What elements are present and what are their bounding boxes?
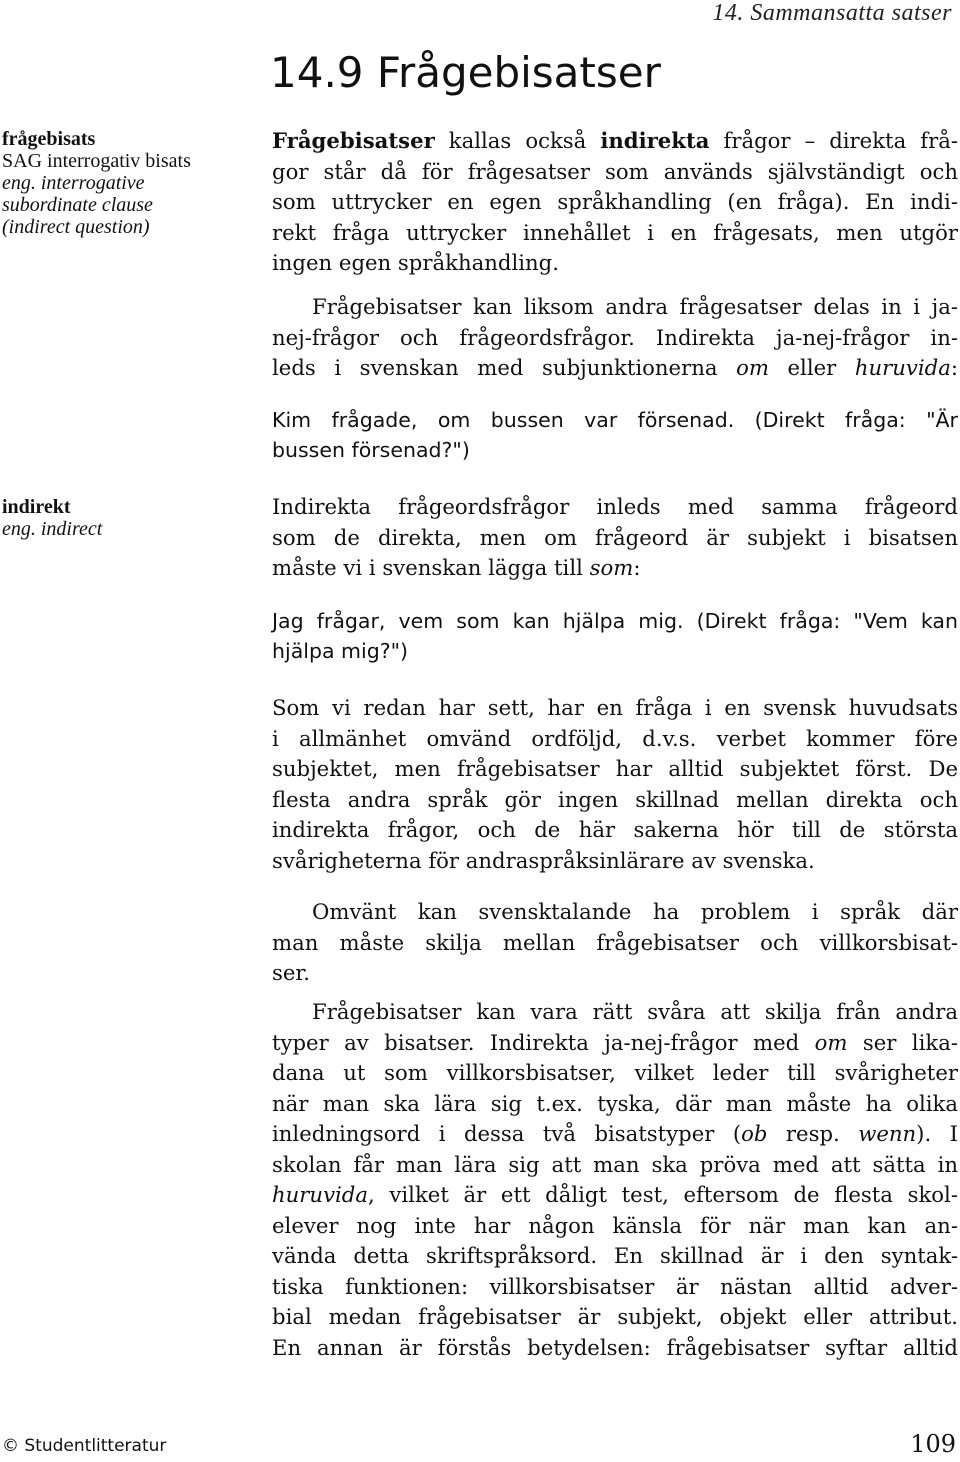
text-line: bial medan frågebisatser är subjekt, objekt eller attribut. (272, 1304, 958, 1329)
text-line: typer av bisatser. Indirekta ja-nej-frågor med om ser lika- (272, 1029, 958, 1055)
paragraph-distinguishing (272, 997, 958, 1363)
text-line: man måste skilja mellan frågebisatser och villkorsbisat- (272, 929, 958, 955)
example-line: Kim frågade, om bussen var försenad. (Direkt fråga: "Är (272, 408, 958, 432)
text-line: inledningsord i dessa två bisatstyper (ob resp. wenn). I (272, 1121, 958, 1146)
text-line: ser. (272, 960, 310, 985)
text-line: vända detta skriftspråksord. En skillnad är i den syntak- (272, 1243, 958, 1268)
page-number: 109 (910, 1430, 956, 1458)
paragraph-types (272, 292, 958, 384)
example-line: hjälpa mig?") (272, 639, 409, 663)
text-line: Indirekta frågeordsfrågor inleds med samma frågeord (272, 494, 958, 519)
margin-note-term: frågebisats (2, 128, 96, 150)
paragraph-conversely (272, 897, 958, 989)
margin-note-term: indirekt (2, 496, 71, 518)
text-line: svårigheterna för andraspråksinlärare av svenska. (272, 847, 815, 873)
text-line: skolan får man lära sig att man ska pröva med att sätta in (272, 1151, 958, 1177)
margin-note-line: subordinate clause (2, 194, 153, 216)
paragraph-wh-questions (272, 492, 958, 584)
margin-note-indirekt (2, 496, 232, 540)
text-line: nej-frågor och frågeordsfrågor. Indirekta ja-nej-frågor in- (272, 324, 958, 350)
text-line: ingen egen språkhandling. (272, 250, 559, 275)
text-line: dana ut som villkorsbisatser, vilket leder till svårigheter (272, 1060, 958, 1085)
paragraph-word-order (272, 693, 958, 876)
text-line: tiska funktionen: villkorsbisatser är nästan alltid adver- (272, 1273, 958, 1299)
text-line: Frågebisatser kan liksom andra frågesatser delas in i ja- (312, 294, 958, 319)
margin-note-line: eng. interrogative (2, 172, 145, 194)
text-line: gor står då för frågesatser som används självständigt och (272, 158, 958, 184)
running-head: 14. Sammansatta satser (712, 0, 952, 26)
text-line: rekt fråga uttrycker innehållet i en frågesats, men utgör (272, 219, 958, 245)
example-yes-no-question (272, 405, 958, 465)
text-line: elever nog inte har någon känsla för när man kan an- (272, 1212, 958, 1238)
margin-note-line: SAG interrogativ bisats (2, 150, 191, 172)
text-line: Som vi redan har sett, har en fråga i en svensk huvudsats (272, 695, 958, 720)
text-line: En annan är förstås betydelsen: frågebisatser syftar alltid (272, 1334, 958, 1360)
text-line: måste vi i svenskan lägga till som: (272, 555, 641, 580)
text-line: Frågebisatser kallas också indirekta frågor – direkta frå- (272, 128, 958, 153)
text-line: Omvänt kan svensktalande ha problem i språk där (312, 899, 958, 924)
margin-note-line: eng. indirect (2, 518, 103, 540)
section-title: 14.9 Frågebisatser (270, 48, 661, 97)
text-line: när man ska lära sig t.ex. tyska, där man måste ha olika (272, 1090, 958, 1116)
publisher-footer: © Studentlitteratur (2, 1436, 167, 1456)
text-line: flesta andra språk gör ingen skillnad mellan direkta och (272, 786, 958, 812)
text-line: Frågebisatser kan vara rätt svåra att skilja från andra (312, 999, 958, 1024)
text-line: huruvida, vilket är ett dåligt test, eftersom de flesta skol- (272, 1182, 958, 1207)
text-line: indirekta frågor, och de här sakerna hör till de största (272, 817, 958, 842)
text-line: subjektet, men frågebisatser har alltid subjektet först. De (272, 756, 958, 781)
example-line: Jag frågar, vem som kan hjälpa mig. (Direkt fråga: "Vem kan (272, 609, 958, 633)
paragraph-definition (272, 126, 958, 279)
example-line: bussen försenad?") (272, 438, 470, 462)
text-line: som uttrycker en egen språkhandling (en fråga). En indi- (272, 189, 958, 214)
margin-note-fragebisats (2, 128, 232, 238)
margin-note-line: (indirect question) (2, 216, 150, 238)
example-wh-question (272, 606, 958, 666)
text-line: som de direkta, men om frågeord är subjekt i bisatsen (272, 524, 958, 550)
text-line: i allmänhet omvänd ordföljd, d.v.s. verbet kommer före (272, 725, 958, 751)
text-line: leds i svenskan med subjunktionerna om eller huruvida: (272, 355, 958, 380)
